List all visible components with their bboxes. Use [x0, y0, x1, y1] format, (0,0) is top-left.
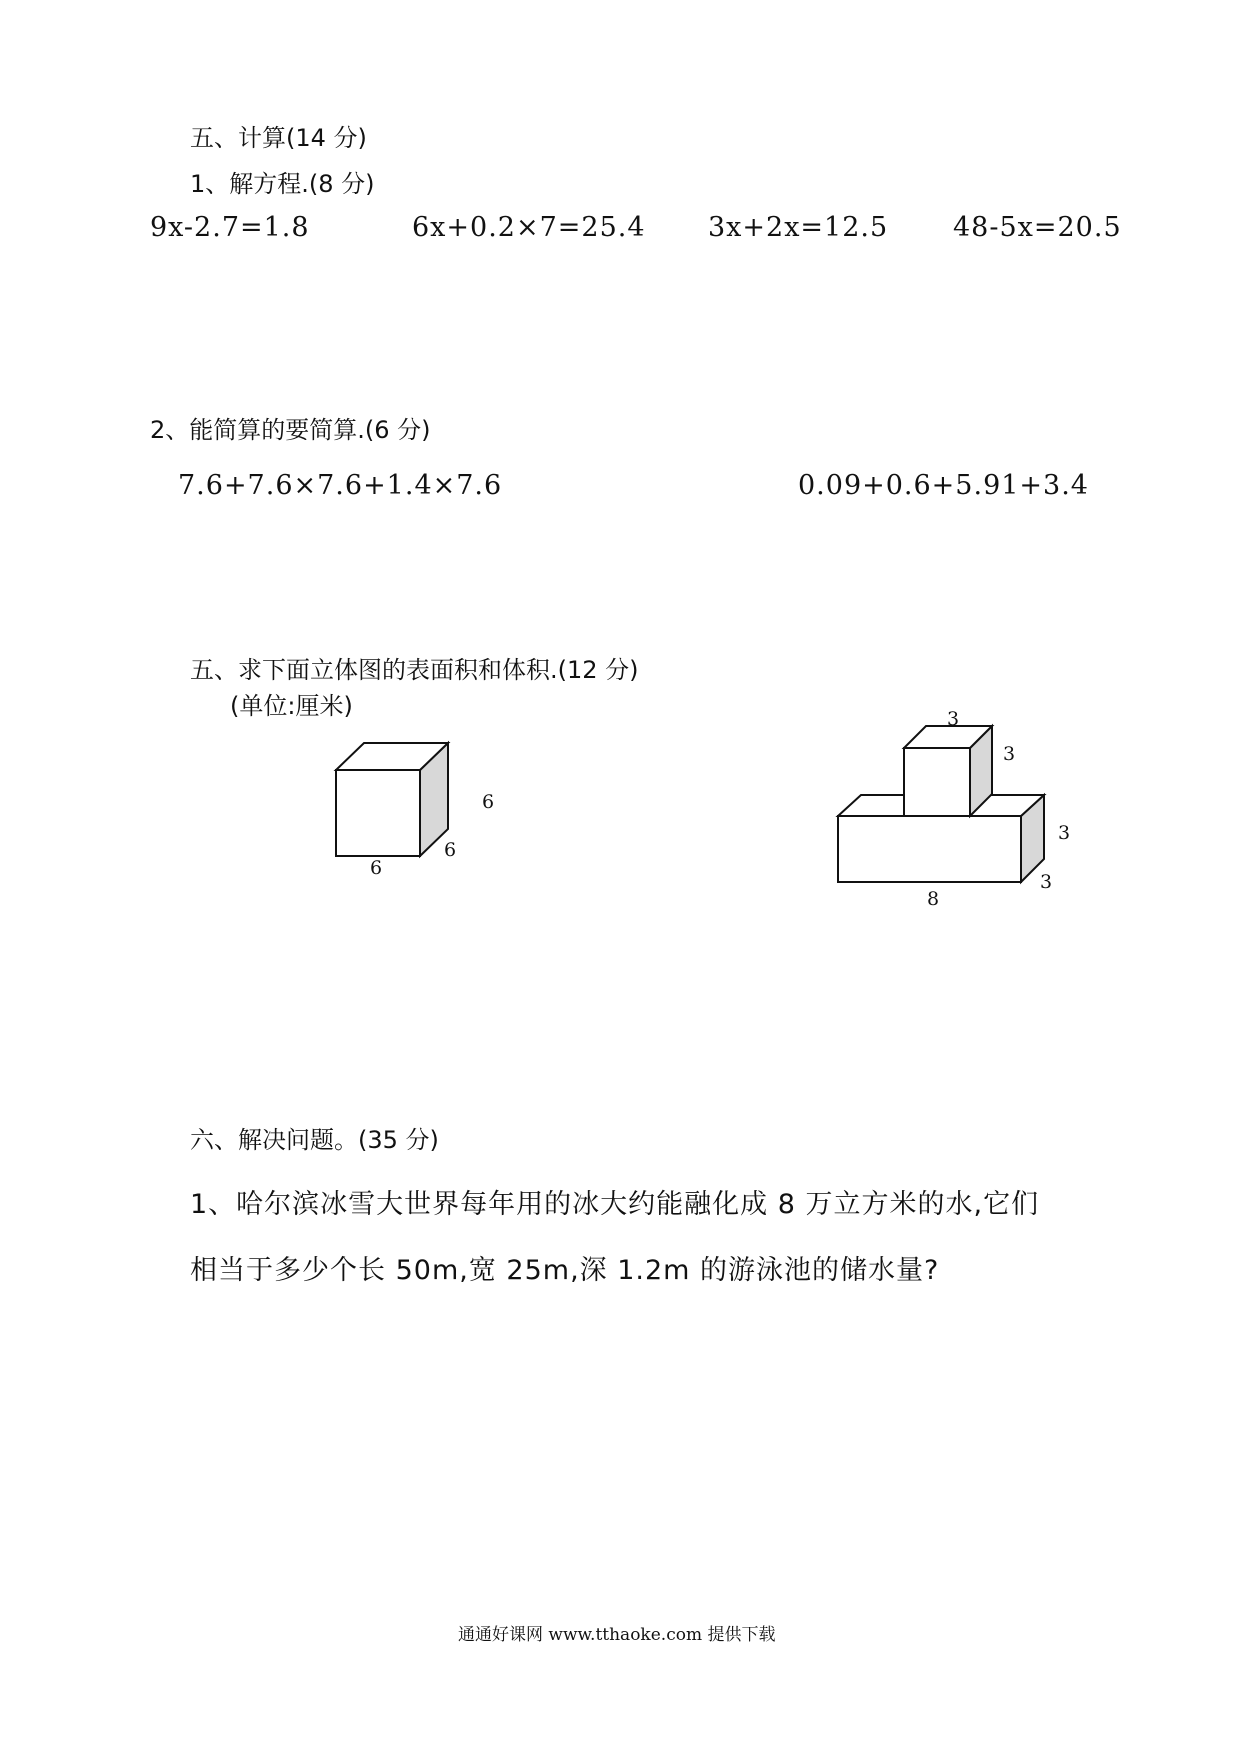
section-heading-solids: 五、求下面立体图的表面积和体积.(12 分) [190, 656, 639, 684]
top-height-label: 3 [1003, 743, 1016, 765]
expression-1: 7.6+7.6×7.6+1.4×7.6 [178, 470, 503, 501]
top-width-label: 3 [947, 708, 960, 730]
base-front-face [838, 816, 1021, 882]
equation-1: 9x-2.7=1.8 [150, 212, 310, 243]
top-cube-front-face [904, 748, 970, 816]
problem-1-line-2: 相当于多少个长 50m,宽 25m,深 1.2m 的游泳池的储水量? [190, 1255, 940, 1286]
cube-width-label: 6 [370, 857, 383, 879]
simplify-question-title: 2、能简算的要简算.(6 分) [150, 416, 431, 444]
unit-note: (单位:厘米) [230, 692, 353, 720]
cube-depth-label: 6 [444, 839, 457, 861]
equation-2: 6x+0.2×7=25.4 [412, 212, 646, 243]
section-heading-calc: 五、计算(14 分) [190, 124, 367, 152]
expression-2: 0.09+0.6+5.91+3.4 [798, 470, 1089, 501]
base-depth-label: 3 [1040, 871, 1053, 893]
problem-1-line-1: 1、哈尔滨冰雪大世界每年用的冰大约能融化成 8 万立方米的水,它们 [190, 1189, 1040, 1220]
footer-credit: 通通好课网 www.tthaoke.com 提供下载 [458, 1625, 776, 1645]
equation-question-title: 1、解方程.(8 分) [190, 170, 375, 198]
equation-4: 48-5x=20.5 [953, 212, 1122, 243]
base-length-label: 8 [927, 888, 940, 910]
section-heading-problems: 六、解决问题。(35 分) [190, 1126, 439, 1154]
base-height-label: 3 [1058, 822, 1071, 844]
cube-height-label: 6 [482, 791, 495, 813]
equation-3: 3x+2x=12.5 [708, 212, 889, 243]
